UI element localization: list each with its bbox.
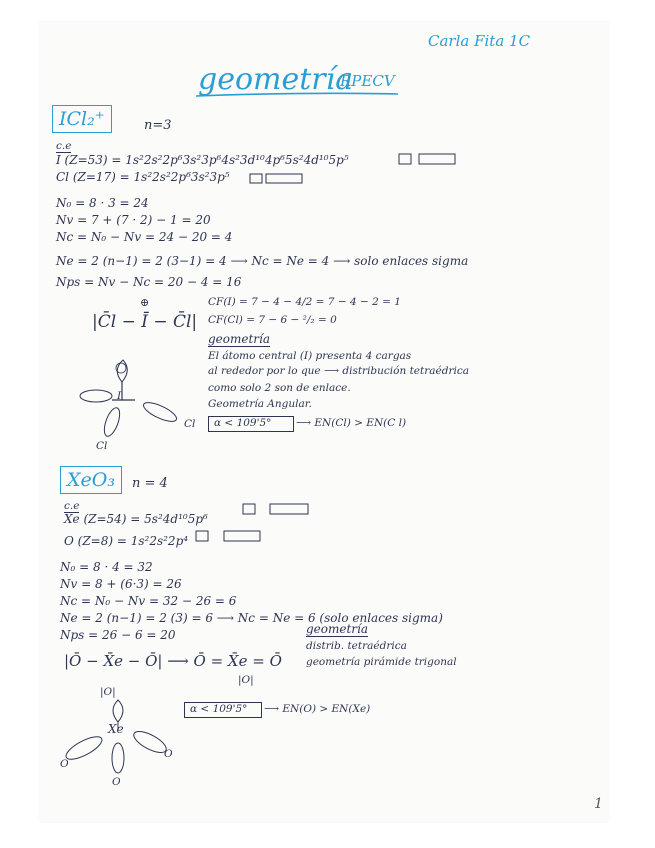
page-number: 1: [594, 796, 603, 812]
xeo3-atom-center: Xe: [108, 722, 124, 736]
icl2-atom-center: I: [117, 390, 122, 402]
xeo3-atom-top: |O|: [100, 686, 116, 698]
icl2-formula-box: ICl₂⁺: [52, 105, 112, 133]
icl2-angle: α < 109'5°: [214, 417, 272, 429]
xeo3-lewis-bottom: |O|: [238, 674, 254, 686]
xeo3-nv: Nv = 8 + (6·3) = 26: [60, 577, 182, 591]
icl2-geo-line2: al rededor por lo que ⟶ distribución tetraédrica: [208, 365, 469, 377]
author-name: Carla Fita 1C: [428, 32, 531, 50]
xeo3-nc: Nc = N₀ − Nv = 32 − 26 = 6: [60, 594, 237, 608]
xeo3-geo-line1: distrib. tetraédrica: [306, 640, 407, 652]
icl2-ne: Ne = 2 (n−1) = 2 (3−1) = 4 ⟶ Nc = Ne = 4 ⟶ solo enlaces sigma: [56, 254, 469, 268]
xeo3-n0: N₀ = 8 · 4 = 32: [60, 560, 153, 574]
xeo3-n: n = 4: [132, 476, 168, 491]
icl2-geo-line4: Geometría Angular.: [208, 398, 312, 410]
icl2-en: ⟶ EN(Cl) > EN(C l): [296, 417, 407, 429]
icl2-atom-left: Cl: [96, 440, 108, 452]
icl2-n0: N₀ = 8 · 3 = 24: [56, 196, 149, 210]
xeo3-config-xe: Xe (Z=54) = 5s²4d¹⁰5p⁶: [64, 512, 208, 526]
xeo3-atom-o-bottom: O: [112, 776, 121, 788]
xeo3-angle: α < 109'5°: [190, 703, 248, 715]
xeo3-ne: Ne = 2 (n−1) = 2 (3) = 6 ⟶ Nc = Ne = 6 (solo enlaces sigma): [60, 611, 443, 625]
xeo3-en: ⟶ EN(O) > EN(Xe): [264, 703, 371, 715]
icl2-charge: ⊕: [140, 296, 150, 309]
page-title: geometría: [198, 62, 354, 97]
xeo3-formula-box: XeO₃: [60, 466, 122, 494]
xeo3-atom-o-right: O: [164, 748, 173, 760]
icl2-atom-right: Cl: [184, 418, 196, 430]
icl2-config-cl: Cl (Z=17) = 1s²2s²2p⁶3s²3p⁵: [56, 170, 230, 184]
icl2-cf-i: CF(I) = 7 − 4 − 4/2 = 7 − 4 − 2 = 1: [208, 296, 401, 308]
xeo3-ce-label: c.e: [64, 500, 80, 512]
icl2-config-i: I (Z=53) = 1s²2s²2p⁶3s²3p⁶4s²3d¹⁰4p⁶5s²4d¹⁰5p⁵: [56, 153, 349, 167]
icl2-lewis-structure: |C̄l − Ī − C̄l|: [92, 312, 198, 332]
icl2-geo-line3: como solo 2 son de enlace.: [208, 382, 351, 394]
icl2-nv: Nv = 7 + (7 · 2) − 1 = 20: [56, 213, 211, 227]
xeo3-nps: Nps = 26 − 6 = 20: [60, 628, 176, 642]
icl2-geo-heading: geometría: [208, 332, 271, 346]
xeo3-config-o: O (Z=8) = 1s²2s²2p⁴: [64, 534, 189, 548]
icl2-cf-cl: CF(Cl) = 7 − 6 − ²/₂ = 0: [208, 314, 337, 326]
icl2-nc: Nc = N₀ − Nv = 24 − 20 = 4: [56, 230, 233, 244]
title-tag: RPECV: [340, 72, 395, 90]
icl2-n: n=3: [144, 118, 172, 133]
xeo3-geo-line2: geometría pirámide trigonal: [306, 656, 457, 668]
icl2-geo-line1: El átomo central (I) presenta 4 cargas: [208, 350, 412, 362]
icl2-nps: Nps = Nv − Nc = 20 − 4 = 16: [56, 275, 242, 289]
xeo3-geo-heading: geometría: [306, 622, 369, 636]
xeo3-lewis-structure: |Ō − X̄e − Ō| ⟶ Ō = X̄e = Ō: [64, 652, 282, 670]
icl2-ce-label: c.e: [56, 140, 72, 152]
xeo3-atom-o-left: O: [60, 758, 69, 770]
